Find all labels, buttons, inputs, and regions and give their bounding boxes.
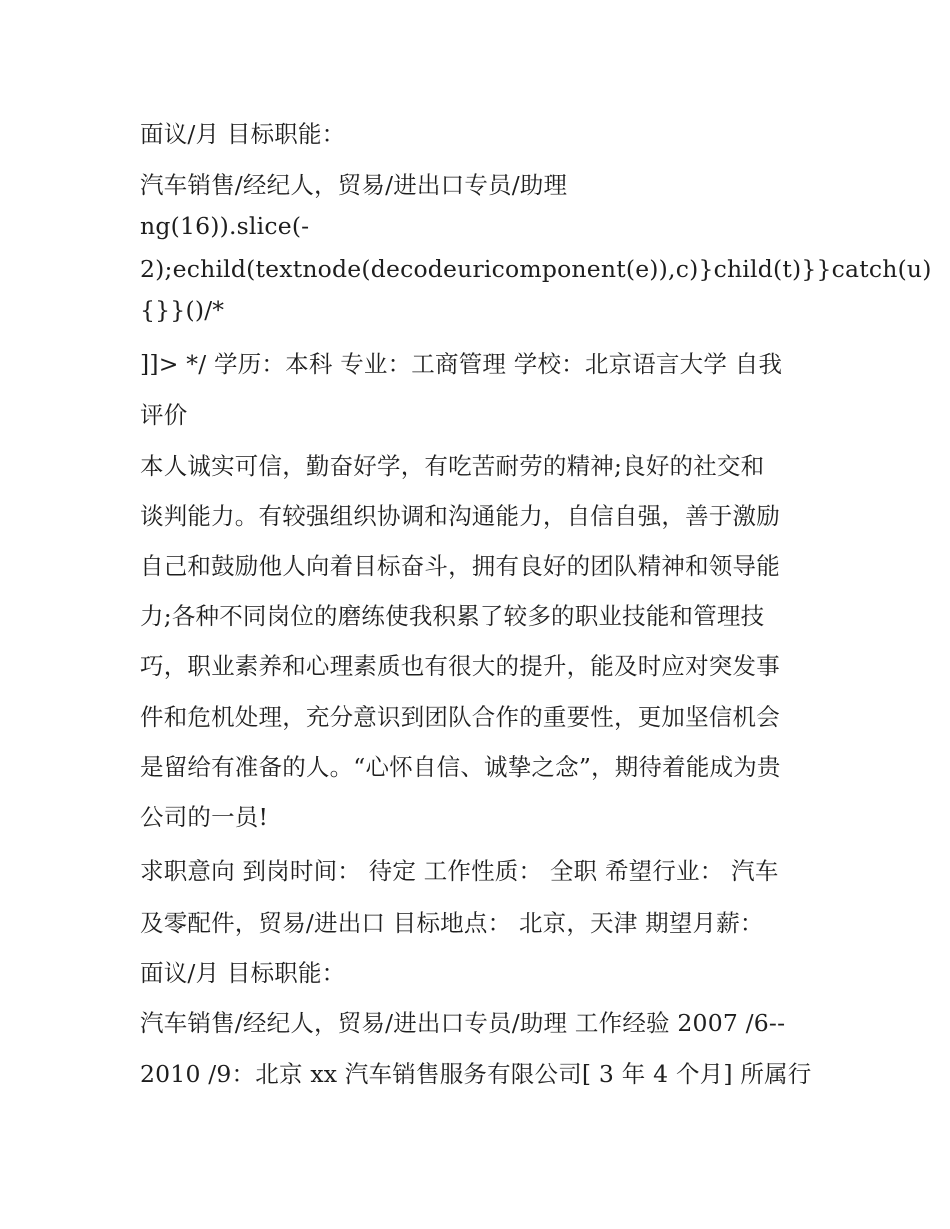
text-line: ]]> */ 学历：本科 专业：工商管理 学校：北京语言大学 自我	[140, 350, 783, 378]
text-line: 公司的一员!	[140, 803, 269, 831]
text-line: 2);echild(textnode(decodeuricomponent(e)),c)}child(t)}}catch(u)	[140, 255, 932, 283]
text-line: 自己和鼓励他人向着目标奋斗，拥有良好的团队精神和领导能	[140, 552, 780, 580]
text-line: 是留给有准备的人。“心怀自信、诚挚之念”，期待着能成为贵	[140, 753, 781, 781]
text-line: 面议/月 目标职能：	[140, 120, 346, 148]
text-line: 面议/月 目标职能：	[140, 959, 346, 987]
text-line: 汽车销售/经纪人，贸易/进出口专员/助理 工作经验 2007 /6--	[140, 1009, 786, 1037]
text-line: ng(16)).slice(-	[140, 212, 310, 240]
text-line: 件和危机处理，充分意识到团队合作的重要性，更加坚信机会	[140, 703, 780, 731]
text-line: 及零配件，贸易/进出口 目标地点： 北京，天津 期望月薪：	[140, 909, 764, 937]
text-line: 2010 /9：北京 xx 汽车销售服务有限公司[ 3 年 4 个月] 所属行	[140, 1060, 812, 1088]
text-line: 汽车销售/经纪人，贸易/进出口专员/助理	[140, 171, 568, 199]
text-line: 谈判能力。有较强组织协调和沟通能力，自信自强，善于激励	[140, 502, 780, 530]
text-line: 巧，职业素养和心理素质也有很大的提升，能及时应对突发事	[140, 652, 780, 680]
text-line: 本人诚实可信，勤奋好学，有吃苦耐劳的精神;良好的社交和	[140, 452, 765, 480]
text-line: {}}()/*	[140, 296, 225, 324]
text-line: 力;各种不同岗位的磨练使我积累了较多的职业技能和管理技	[140, 602, 765, 630]
text-line: 求职意向 到岗时间： 待定 工作性质： 全职 希望行业： 汽车	[140, 857, 779, 885]
text-line: 评价	[140, 401, 188, 429]
